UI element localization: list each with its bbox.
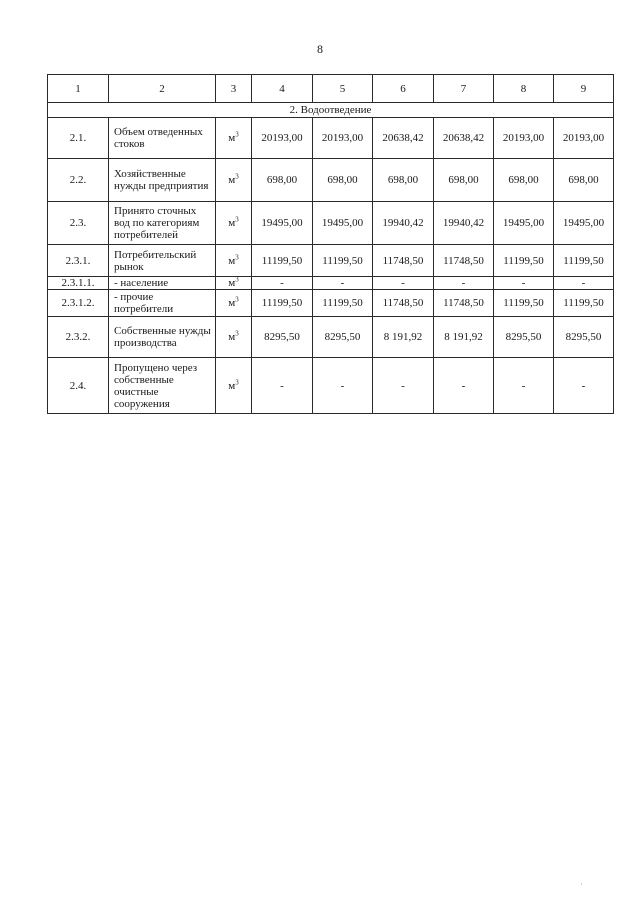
table-row [48, 317, 614, 358]
row-name: Объем отведенных стоков [109, 118, 216, 159]
row-value: 20193,00 [554, 118, 614, 159]
row-value: 11199,50 [313, 290, 373, 317]
row-value: 698,00 [434, 159, 494, 202]
table-row [48, 245, 614, 277]
row-name: Собственные нужды производства [109, 317, 216, 358]
row-code: 2.3.1.1. [48, 277, 109, 290]
row-unit: $м^3$ [216, 277, 252, 290]
row-value: 20638,42 [434, 118, 494, 159]
table-row [48, 202, 614, 245]
row-value: 20193,00 [494, 118, 554, 159]
row-value: 11199,50 [554, 290, 614, 317]
row-value: 8 191,92 [373, 317, 434, 358]
row-value: 8295,50 [313, 317, 373, 358]
row-unit: $м^3$ [216, 159, 252, 202]
row-value: 698,00 [252, 159, 313, 202]
row-value: 698,00 [554, 159, 614, 202]
row-name: - население [109, 277, 216, 290]
row-value: - [373, 277, 434, 290]
row-value: 19495,00 [252, 202, 313, 245]
header-cell: 2 [109, 75, 216, 103]
row-name: Хозяйственные нужды предприятия [109, 159, 216, 202]
table-row [48, 118, 614, 159]
row-value: 11748,50 [373, 245, 434, 277]
row-code: 2.3. [48, 202, 109, 245]
row-value: 19495,00 [554, 202, 614, 245]
header-cell: 1 [48, 75, 109, 103]
row-value: 8295,50 [252, 317, 313, 358]
row-unit: $м^3$ [216, 245, 252, 277]
row-value: - [252, 277, 313, 290]
row-code: 2.4. [48, 358, 109, 414]
row-value: - [434, 277, 494, 290]
row-value: - [494, 277, 554, 290]
row-value: 20638,42 [373, 118, 434, 159]
header-cell: 7 [434, 75, 494, 103]
table-row [48, 159, 614, 202]
row-value: - [434, 358, 494, 414]
table-row [48, 277, 614, 290]
row-value: 19495,00 [313, 202, 373, 245]
header-row [48, 75, 614, 103]
table-row [48, 358, 614, 414]
row-value: 11199,50 [494, 290, 554, 317]
row-value: 698,00 [373, 159, 434, 202]
row-code: 2.2. [48, 159, 109, 202]
row-value: - [554, 358, 614, 414]
row-value: - [494, 358, 554, 414]
page-number: 8 [317, 42, 323, 56]
row-value: 11199,50 [494, 245, 554, 277]
row-value: - [313, 358, 373, 414]
row-unit: $м^3$ [216, 358, 252, 414]
header-cell: 9 [554, 75, 614, 103]
row-value: 698,00 [313, 159, 373, 202]
row-unit: $м^3$ [216, 317, 252, 358]
row-unit: $м^3$ [216, 290, 252, 317]
row-value: - [313, 277, 373, 290]
section-row [48, 103, 614, 118]
row-value: 11748,50 [434, 290, 494, 317]
row-code: 2.3.1.2. [48, 290, 109, 317]
row-value: 8295,50 [554, 317, 614, 358]
row-value: - [554, 277, 614, 290]
row-name: - прочие потребители [109, 290, 216, 317]
row-value: 11748,50 [434, 245, 494, 277]
row-unit: $м^3$ [216, 118, 252, 159]
row-code: 2.3.1. [48, 245, 109, 277]
row-name: Потребительский рынок [109, 245, 216, 277]
row-code: 2.1. [48, 118, 109, 159]
row-value: 11199,50 [554, 245, 614, 277]
row-value: 8295,50 [494, 317, 554, 358]
row-value: 698,00 [494, 159, 554, 202]
scan-mark: · [580, 880, 583, 889]
row-value: 19940,42 [434, 202, 494, 245]
row-value: - [252, 358, 313, 414]
row-code: 2.3.2. [48, 317, 109, 358]
section-title: 2. Водоотведение [48, 103, 614, 118]
row-value: 11199,50 [252, 290, 313, 317]
row-value: 19940,42 [373, 202, 434, 245]
row-value: 20193,00 [252, 118, 313, 159]
row-unit: $м^3$ [216, 202, 252, 245]
row-name: Принято сточных вод по категориям потребителей [109, 202, 216, 245]
water-disposal-table [47, 74, 614, 414]
row-value: 11199,50 [313, 245, 373, 277]
row-name: Пропущено через собственные очистные сооружения [109, 358, 216, 414]
header-cell: 8 [494, 75, 554, 103]
header-cell: 6 [373, 75, 434, 103]
row-value: 11199,50 [252, 245, 313, 277]
row-value: - [373, 358, 434, 414]
row-value: 11748,50 [373, 290, 434, 317]
table-row [48, 290, 614, 317]
header-cell: 4 [252, 75, 313, 103]
row-value: 20193,00 [313, 118, 373, 159]
header-cell: 3 [216, 75, 252, 103]
row-value: 19495,00 [494, 202, 554, 245]
row-value: 8 191,92 [434, 317, 494, 358]
header-cell: 5 [313, 75, 373, 103]
